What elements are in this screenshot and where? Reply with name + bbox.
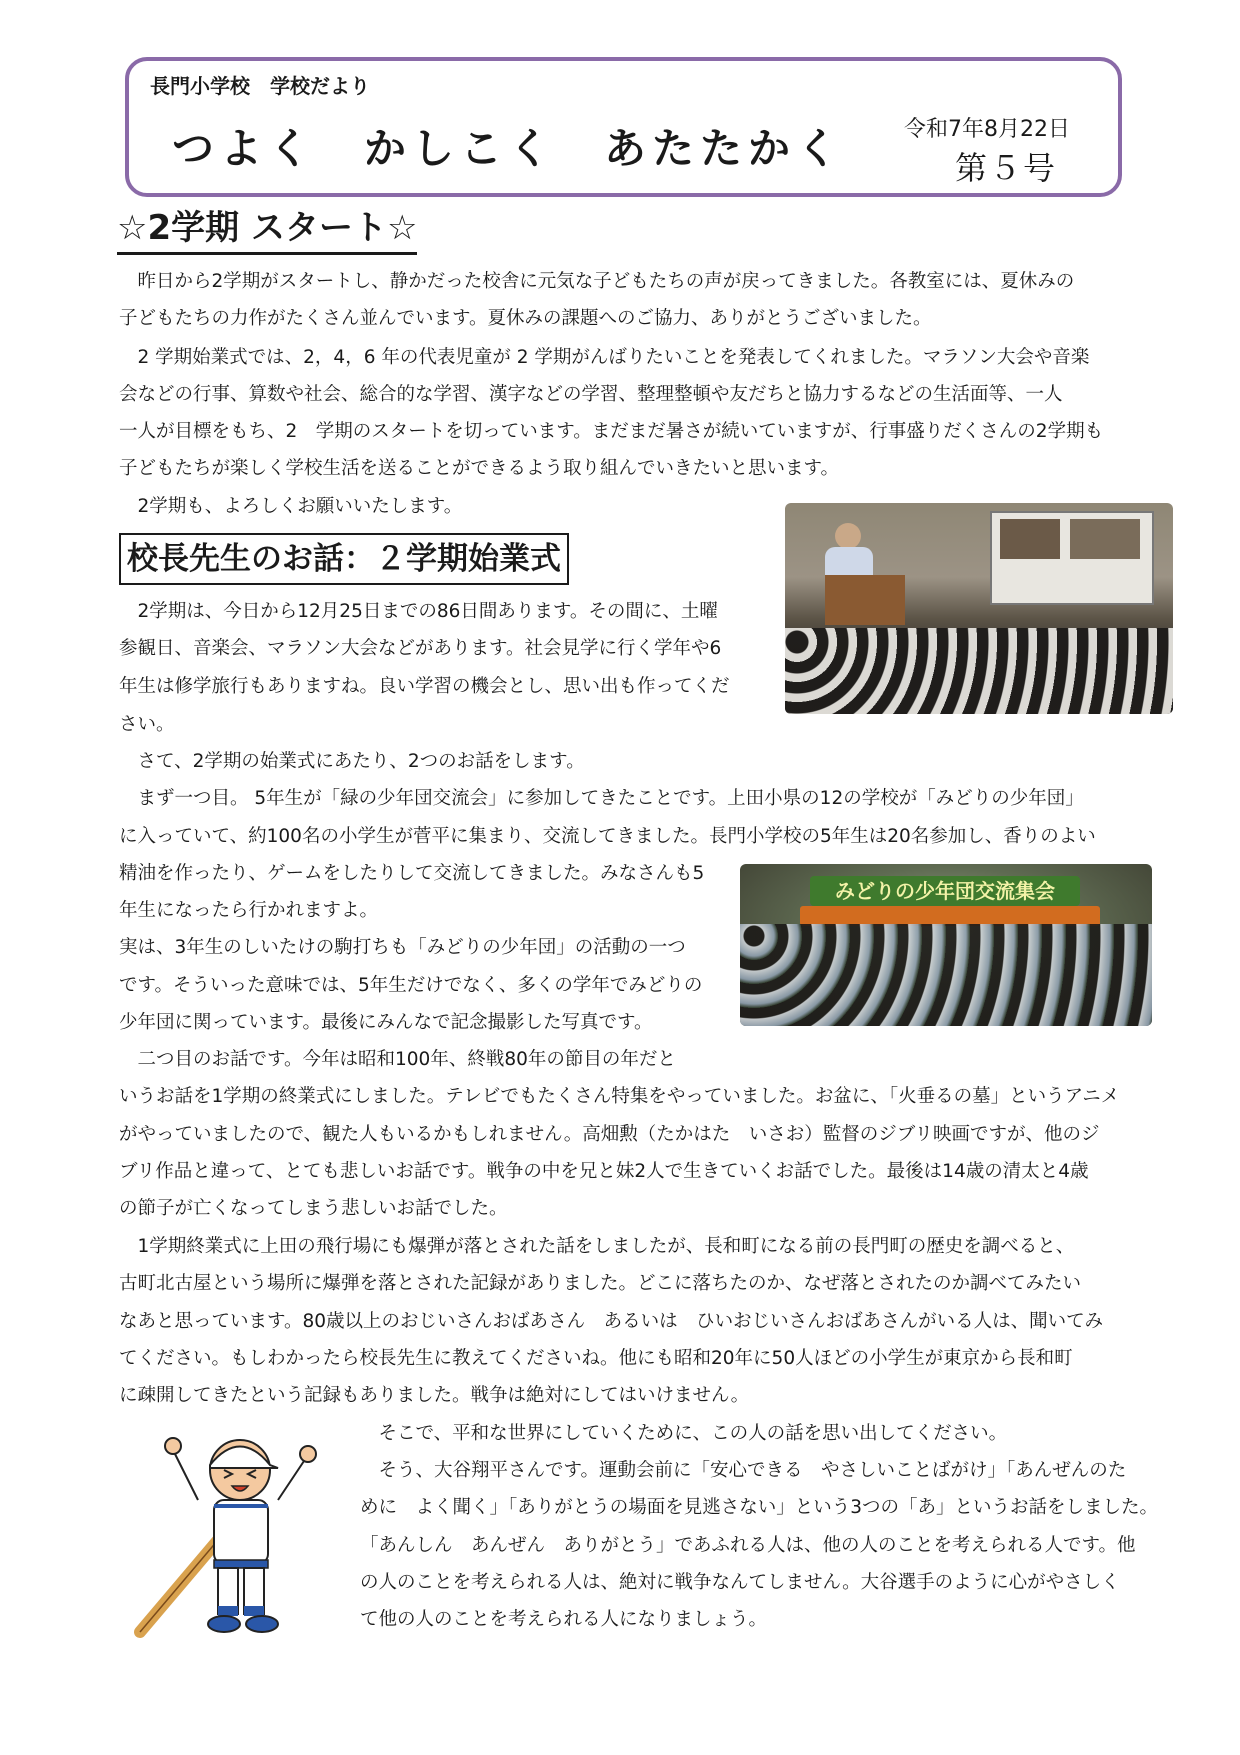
paragraph-line: 実は、3年生のしいたけの駒打ちも「みどりの少年団」の活動の一つ — [119, 937, 686, 958]
school-name: 長門小学校 学校だより — [150, 74, 370, 98]
photo-banner-stripe — [800, 906, 1100, 926]
paragraph-line: さて、2学期の始業式にあたり、2つのお話をします。 — [119, 751, 585, 772]
paragraph-line: 少年団に関っています。最後にみんなで記念撮影した写真です。 — [119, 1012, 653, 1033]
paragraph-line: なあと思っています。80歳以上のおじいさんおばあさん あるいは ひいおじいさんおばあさんがいる人は、聞いてみ — [119, 1311, 1104, 1332]
paragraph-line: 「あんしん あんぜん ありがとう」であふれる人は、他の人のことを考えられる人です。他 — [360, 1535, 1136, 1556]
students-seated — [785, 628, 1173, 714]
baseball-player-illustration — [128, 1410, 338, 1640]
paragraph-line: そこで、平和な世界にしていくために、この人の話を思い出してください。 — [360, 1423, 1008, 1444]
paragraph-line: 会などの行事、算数や社会、総合的な学習、漢字などの学習、整理整頓や友だちと協力するなどの生活面等、一人 — [119, 384, 1063, 405]
paragraph-line: 2 学期始業式では、2，4，6 年の代表児童が 2 学期がんばりたいことを発表してくれました。マラソン大会や音楽 — [119, 347, 1090, 368]
paragraph-line: いうお話を1学期の終業式にしました。テレビでもたくさん特集をやっていました。お盆に、「火垂るの墓」というアニメ — [119, 1086, 1120, 1107]
paragraph-line: 古町北古屋という場所に爆弾を落とされた記録がありました。どこに落ちたのか、なぜ落とされたのか調べてみたい — [119, 1273, 1082, 1294]
assembly-photo — [785, 503, 1173, 714]
poster — [1000, 519, 1060, 559]
poster — [1070, 519, 1140, 559]
section-title-term-start: ☆2学期 スタート☆ — [117, 208, 417, 255]
player-figure — [165, 1438, 316, 1632]
motto: つよく かしこく あたたかく — [172, 124, 845, 173]
paragraph-line: 子どもたちが楽しく学校生活を送ることができるよう取り組んでいきたいと思います。 — [119, 458, 840, 479]
paragraph-line: て他の人のことを考えられる人になりましょう。 — [360, 1609, 768, 1630]
paragraph-line: の人のことを考えられる人は、絶対に戦争なんてしません。大谷選手のように心がやさしく — [360, 1572, 1120, 1593]
paragraph-line: そう、大谷翔平さんです。運動会前に「安心できる やさしいことばがけ」「あんぜんのた — [360, 1460, 1127, 1481]
speaker-head — [835, 523, 861, 549]
paragraph-line: です。そういった意味では、5年生だけでなく、多くの学年でみどりの — [119, 975, 703, 996]
issue-number: 第５号 — [955, 149, 1058, 187]
paragraph-line: 年生になったら行かれますよ。 — [119, 900, 379, 921]
paragraph-line: めに よく聞く」「ありがとうの場面を見逃さない」という3つの「あ」というお話をしました。 — [360, 1497, 1159, 1518]
paragraph-line: まず一つ目。 5年生が「緑の少年団交流会」に参加してきたことです。上田小県の12の学校が「みどりの少年団」 — [119, 788, 1084, 809]
paragraph-line: 1学期終業式に上田の飛行場にも爆弾が落とされた話をしましたが、長和町になる前の長門町の歴史を調べると、 — [119, 1236, 1075, 1257]
paragraph-line: 年生は修学旅行もありますね。良い学習の機会とし、思い出も作ってくだ — [119, 676, 730, 697]
paragraph-line: 二つ目のお話です。今年は昭和100年、終戦80年の節目の年だと — [119, 1049, 676, 1070]
bat-icon — [140, 1540, 218, 1632]
paragraph-line: 2学期も、よろしくお願いいたします。 — [119, 496, 463, 517]
paragraph-line: の節子が亡くなってしまう悲しいお話でした。 — [119, 1198, 508, 1219]
students-group — [740, 924, 1152, 1026]
paragraph-line: がやっていましたので、観た人もいるかもしれません。高畑勲（たかはた いさお）監督のジブリ映画ですが、他のジ — [119, 1124, 1100, 1145]
podium — [825, 575, 905, 625]
paragraph-line: に疎開してきたという記録もありました。戦争は絶対にしてはいけません。 — [119, 1385, 750, 1406]
paragraph-line: 子どもたちの力作がたくさん並んでいます。夏休みの課題へのご協力、ありがとうございました。 — [119, 308, 932, 329]
group-photo — [740, 864, 1152, 1026]
paragraph-line: に入っていて、約100名の小学生が菅平に集まり、交流してきました。長門小学校の5年生は20名参加し、香りのよい — [119, 826, 1096, 847]
paragraph-line: 精油を作ったり、ゲームをしたりして交流してきました。みなさんも5 — [119, 863, 705, 884]
paragraph-line: 一人が目標をもち、2 学期のスタートを切っています。まだまだ暑さが続いていますが、行事盛りだくさんの2学期も — [119, 421, 1104, 442]
paragraph-line: 2学期は、今日から12月25日までの86日間あります。その間に、土曜 — [119, 601, 718, 622]
paragraph-line: さい。 — [119, 714, 175, 735]
paragraph-line: 昨日から2学期がスタートし、静かだった校舎に元気な子どもたちの声が戻ってきました。各教室には、夏休みの — [119, 271, 1075, 292]
issue-date: 令和7年8月22日 — [904, 117, 1070, 142]
paragraph-line: 参観日、音楽会、マラソン大会などがあります。社会見学に行く学年や6 — [119, 638, 722, 659]
photo-banner: みどりの少年団交流集会 — [810, 876, 1080, 906]
paragraph-line: ブリ作品と違って、とても悲しいお話です。戦争の中を兄と妹2人で生きていくお話でした。最後は14歳の清太と4歳 — [119, 1161, 1089, 1182]
section-title-principal-talk: 校長先生のお話：２学期始業式 — [119, 533, 569, 585]
paragraph-line: てください。もしわかったら校長先生に教えてくださいね。他にも昭和20年に50人ほどの小学生が東京から長和町 — [119, 1348, 1073, 1369]
